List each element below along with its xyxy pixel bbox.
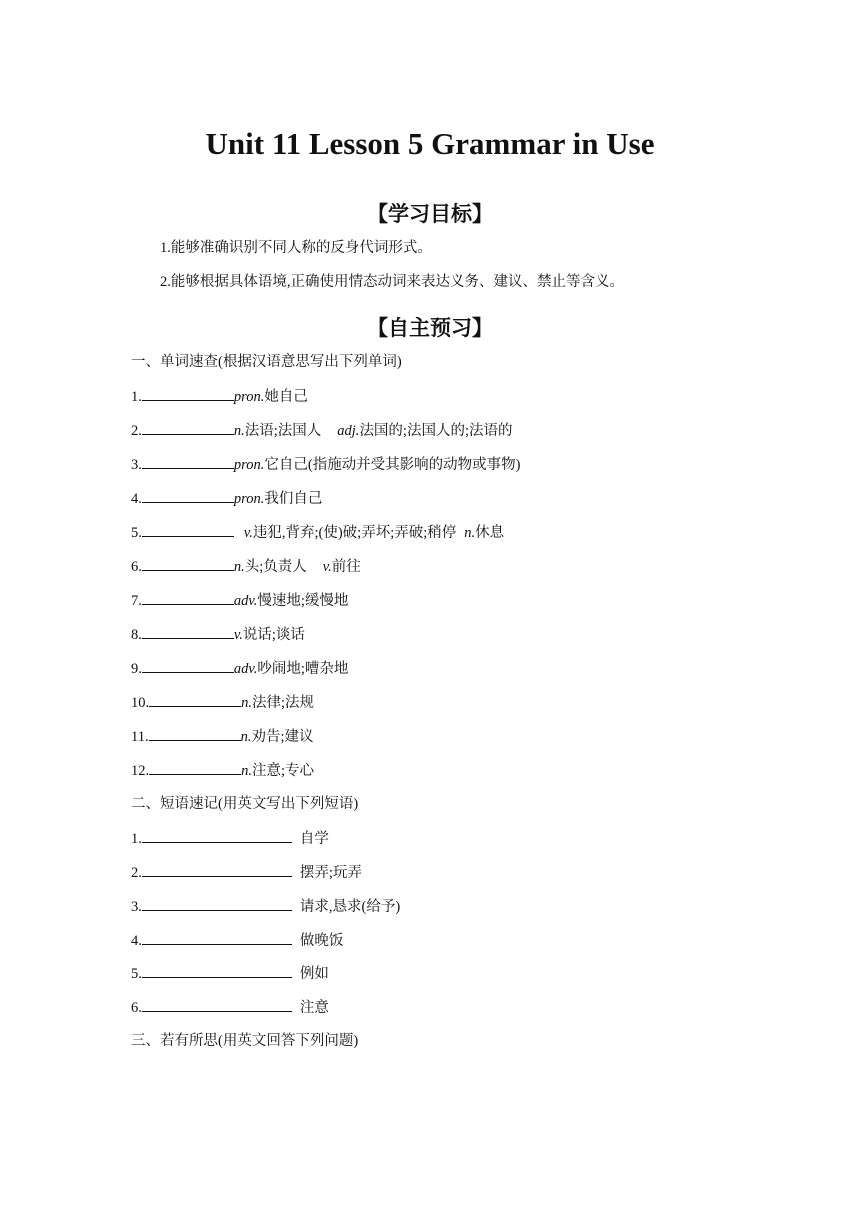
word-meaning: 我们自己 — [264, 491, 323, 507]
word-item — [131, 488, 322, 509]
goal-item: 1.能够准确识别不同人称的反身代词形式。 — [160, 240, 432, 256]
preview-heading: 【自主预习】 — [367, 316, 493, 340]
word-meaning: 说话;谈话 — [242, 627, 305, 643]
word-meaning: 法语;法国人 — [244, 423, 322, 439]
phrase-item — [131, 997, 329, 1018]
part-of-speech: n. — [233, 423, 245, 439]
answer-blank[interactable] — [142, 420, 234, 435]
item-number: 1. — [131, 389, 142, 405]
phrase-item — [131, 963, 329, 984]
phrase-item — [131, 828, 329, 849]
word-meaning: 慢速地;缓慢地 — [257, 593, 349, 609]
answer-blank[interactable] — [142, 997, 292, 1012]
part-of-speech: n. — [233, 559, 245, 575]
part1-title: 一、单词速查(根据汉语意思写出下列单词) — [131, 354, 402, 370]
item-number: 2. — [131, 423, 142, 439]
item-number: 8. — [131, 627, 142, 643]
goals-heading: 【学习目标】 — [367, 202, 493, 226]
word-item — [131, 760, 314, 781]
word-meaning: 它自己(指施动并受其影响的动物或事物) — [264, 457, 521, 473]
item-number: 7. — [131, 593, 142, 609]
item-number: 4. — [131, 933, 142, 949]
answer-blank[interactable] — [142, 930, 292, 945]
page-title: Unit 11 Lesson 5 Grammar in Use — [205, 126, 655, 161]
answer-blank[interactable] — [142, 522, 234, 537]
item-number: 1. — [131, 831, 142, 847]
answer-blank[interactable] — [142, 454, 234, 469]
item-number: 10. — [131, 695, 150, 711]
item-number: 12. — [131, 763, 150, 779]
answer-blank[interactable] — [142, 590, 234, 605]
word-item — [131, 420, 513, 441]
word-item — [131, 556, 361, 577]
part-of-speech: pron. — [233, 389, 265, 405]
part-of-speech: n. — [240, 729, 252, 745]
word-item — [131, 624, 305, 645]
part-of-speech: adj. — [337, 423, 360, 439]
part-of-speech: v. — [322, 559, 332, 575]
part-of-speech: n. — [241, 763, 252, 779]
item-number: 5. — [131, 525, 142, 541]
part-of-speech: v. — [243, 525, 253, 541]
word-meaning: 法律;法规 — [252, 695, 315, 711]
answer-blank[interactable] — [142, 828, 292, 843]
word-meaning: 劝告;建议 — [251, 729, 314, 745]
word-meaning: 她自己 — [264, 389, 308, 405]
word-meaning: 前往 — [331, 559, 361, 575]
part-of-speech: adv. — [233, 661, 258, 677]
answer-blank[interactable] — [142, 658, 234, 673]
answer-blank[interactable] — [142, 896, 292, 911]
phrase-item — [131, 896, 400, 917]
word-item — [131, 658, 348, 679]
word-item — [131, 522, 504, 543]
item-number: 4. — [131, 491, 142, 507]
answer-blank[interactable] — [142, 556, 234, 571]
word-meaning: 违犯,背弃;(使)破;弄坏;弄破;稍停 — [252, 525, 457, 541]
answer-blank[interactable] — [142, 386, 234, 401]
phrase-item — [131, 862, 362, 883]
answer-blank[interactable] — [142, 488, 234, 503]
phrase-meaning: 做晚饭 — [299, 933, 344, 949]
word-item — [131, 726, 314, 747]
item-number: 2. — [131, 865, 142, 881]
word-meaning: 注意;专心 — [252, 763, 315, 779]
part-of-speech: n. — [241, 695, 252, 711]
part-of-speech: n. — [464, 525, 476, 541]
answer-blank[interactable] — [149, 692, 241, 707]
word-item — [131, 454, 521, 475]
word-meaning: 头;负责人 — [244, 559, 307, 575]
item-number: 5. — [131, 966, 142, 982]
answer-blank[interactable] — [142, 624, 234, 639]
word-meaning: 法国的;法国人的;法语的 — [359, 423, 513, 439]
phrase-meaning: 注意 — [299, 1000, 329, 1016]
item-number: 6. — [131, 559, 142, 575]
part-of-speech: pron. — [233, 457, 265, 473]
word-meaning: 吵闹地;嘈杂地 — [257, 661, 349, 677]
item-number: 3. — [131, 457, 142, 473]
part3-title: 三、若有所思(用英文回答下列问题) — [131, 1033, 359, 1049]
word-item — [131, 590, 348, 611]
word-item — [131, 692, 314, 713]
phrase-meaning: 请求,恳求(给予) — [299, 899, 401, 915]
item-number: 6. — [131, 1000, 142, 1016]
word-meaning: 休息 — [475, 525, 505, 541]
item-number: 9. — [131, 661, 142, 677]
phrase-meaning: 自学 — [299, 831, 329, 847]
item-number: 3. — [131, 899, 142, 915]
word-item — [131, 386, 308, 407]
part-of-speech: adv. — [233, 593, 258, 609]
answer-blank[interactable] — [142, 963, 292, 978]
part-of-speech: pron. — [233, 491, 265, 507]
phrase-meaning: 摆弄;玩弄 — [299, 865, 362, 881]
part-of-speech: v. — [233, 627, 243, 643]
phrase-item — [131, 930, 343, 951]
part2-title: 二、短语速记(用英文写出下列短语) — [131, 796, 359, 812]
answer-blank[interactable] — [149, 726, 241, 741]
answer-blank[interactable] — [142, 862, 292, 877]
answer-blank[interactable] — [149, 760, 241, 775]
item-number: 11. — [131, 729, 149, 745]
phrase-meaning: 例如 — [299, 966, 329, 982]
goal-item: 2.能够根据具体语境,正确使用情态动词来表达义务、建议、禁止等含义。 — [160, 274, 624, 290]
